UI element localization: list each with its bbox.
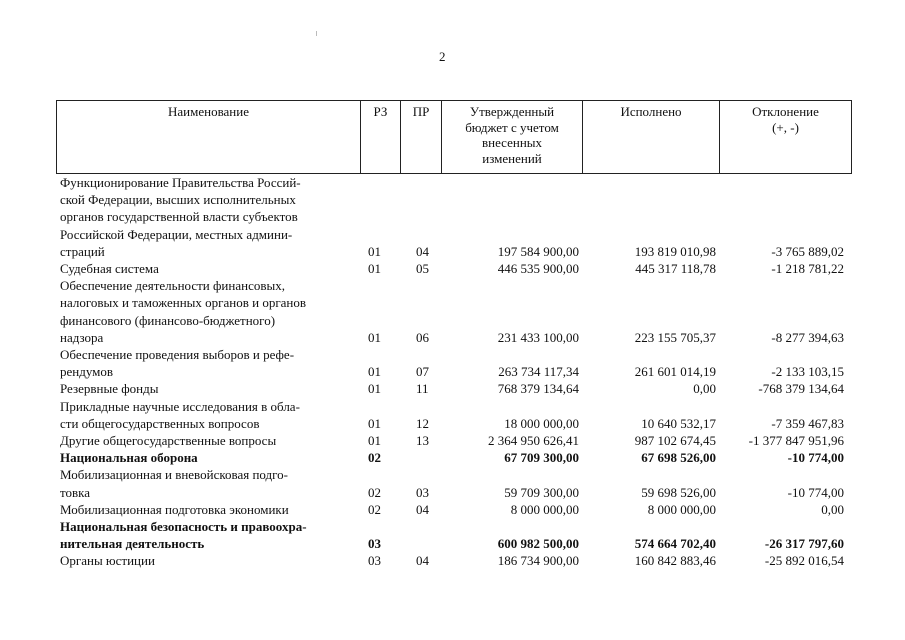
row-deviation: -7 359 467,83 bbox=[771, 415, 844, 431]
row-rz: 01 bbox=[368, 415, 381, 431]
row-name-line: Обеспечение проведения выборов и рефе- bbox=[60, 347, 295, 363]
row-deviation: -10 774,00 bbox=[787, 450, 844, 466]
row-deviation: 0,00 bbox=[821, 501, 844, 517]
row-budget: 231 433 100,00 bbox=[497, 329, 579, 345]
header-name: Наименование bbox=[168, 104, 249, 119]
header-budget bbox=[441, 101, 582, 173]
header-budget-line: внесенных bbox=[481, 135, 543, 150]
row-budget: 263 734 117,34 bbox=[498, 364, 579, 380]
row-deviation: -1 218 781,22 bbox=[771, 261, 844, 277]
table-row bbox=[60, 398, 850, 432]
table-row bbox=[60, 346, 850, 380]
table-body bbox=[60, 174, 850, 570]
row-budget: 600 982 500,00 bbox=[497, 536, 579, 552]
table-row bbox=[60, 174, 850, 260]
row-budget: 67 709 300,00 bbox=[504, 450, 579, 466]
header-budget-line: Утвержденный bbox=[469, 104, 555, 119]
row-name bbox=[60, 260, 352, 277]
header-executed: Исполнено bbox=[582, 101, 719, 173]
row-pr: 05 bbox=[416, 261, 429, 277]
row-pr: 07 bbox=[416, 364, 429, 380]
row-budget: 768 379 134,64 bbox=[497, 381, 579, 397]
row-name bbox=[60, 466, 352, 500]
row-budget: 186 734 900,00 bbox=[497, 553, 579, 569]
table-row bbox=[60, 501, 850, 518]
row-name-line: Национальная оборона bbox=[60, 450, 198, 466]
row-name bbox=[60, 398, 352, 432]
row-executed: 261 601 014,19 bbox=[634, 364, 716, 380]
page-number: 2 bbox=[439, 49, 446, 64]
row-deviation: -25 892 016,54 bbox=[764, 553, 844, 569]
row-name-line: Обеспечение деятельности финансовых, bbox=[60, 278, 285, 294]
table-row bbox=[60, 260, 850, 277]
row-rz: 01 bbox=[368, 261, 381, 277]
row-rz: 01 bbox=[368, 381, 381, 397]
row-executed: 193 819 010,98 bbox=[634, 243, 716, 259]
row-deviation: -10 774,00 bbox=[787, 484, 844, 500]
table-row bbox=[60, 552, 850, 569]
row-name bbox=[60, 174, 352, 260]
row-rz: 01 bbox=[368, 243, 381, 259]
row-name-line: финансового (финансово-бюджетного) bbox=[60, 312, 276, 328]
row-name bbox=[60, 380, 352, 397]
table-row bbox=[60, 277, 850, 346]
row-rz: 03 bbox=[368, 536, 381, 552]
row-name-line: Национальная безопасность и правоохра- bbox=[60, 519, 307, 535]
row-deviation: -2 133 103,15 bbox=[771, 364, 844, 380]
row-name-line: Российской Федерации, местных админи- bbox=[60, 226, 293, 242]
header-deviation-line: Отклонение bbox=[752, 104, 819, 119]
row-name-line: сти общегосударственных вопросов bbox=[60, 415, 260, 431]
row-name-line: Органы юстиции bbox=[60, 553, 155, 569]
row-executed: 160 842 883,46 bbox=[634, 553, 716, 569]
row-name-line: налоговых и таможенных органов и органов bbox=[60, 295, 307, 311]
row-rz: 02 bbox=[368, 450, 381, 466]
row-executed: 10 640 532,17 bbox=[641, 415, 716, 431]
row-name-line: рендумов bbox=[60, 364, 114, 380]
row-name-line: товка bbox=[60, 484, 91, 500]
row-name bbox=[60, 518, 352, 552]
row-deviation: -3 765 889,02 bbox=[771, 243, 844, 259]
header-budget-line: изменений bbox=[482, 150, 542, 166]
row-name-line: Другие общегосударственные вопросы bbox=[60, 433, 277, 449]
row-deviation: -8 277 394,63 bbox=[771, 329, 844, 345]
row-executed: 8 000 000,00 bbox=[647, 501, 716, 517]
row-rz: 01 bbox=[368, 364, 381, 380]
table-header bbox=[56, 100, 852, 174]
row-executed: 0,00 bbox=[693, 381, 716, 397]
row-deviation: -768 379 134,64 bbox=[758, 381, 844, 397]
row-rz: 02 bbox=[368, 501, 381, 517]
row-name bbox=[60, 552, 352, 569]
row-pr: 04 bbox=[416, 553, 429, 569]
row-name-line: Судебная система bbox=[60, 261, 159, 277]
table-row bbox=[60, 466, 850, 500]
row-executed: 223 155 705,37 bbox=[634, 329, 716, 345]
row-budget: 59 709 300,00 bbox=[504, 484, 579, 500]
row-budget: 446 535 900,00 bbox=[497, 261, 579, 277]
row-executed: 574 664 702,40 bbox=[634, 536, 716, 552]
row-executed: 987 102 674,45 bbox=[634, 433, 716, 449]
header-deviation bbox=[719, 101, 851, 173]
header-rz: РЗ bbox=[360, 101, 400, 173]
row-rz: 01 bbox=[368, 433, 381, 449]
row-budget: 197 584 900,00 bbox=[497, 243, 579, 259]
row-name-line: ской Федерации, высших исполнительных bbox=[60, 192, 296, 208]
row-name-line: надзора bbox=[60, 329, 104, 345]
row-name-line: органов государственной власти субъектов bbox=[60, 209, 298, 225]
row-budget: 18 000 000,00 bbox=[504, 415, 579, 431]
row-pr: 06 bbox=[416, 329, 429, 345]
row-name-line: Прикладные научные исследования в обла- bbox=[60, 398, 300, 414]
row-pr: 12 bbox=[416, 415, 429, 431]
row-name bbox=[60, 449, 352, 466]
table-row bbox=[60, 380, 850, 397]
row-name bbox=[60, 277, 352, 346]
row-pr: 04 bbox=[416, 243, 429, 259]
header-budget-line: бюджет с учетом bbox=[465, 119, 559, 135]
row-name-line: Функционирование Правительства Россий- bbox=[60, 175, 301, 190]
row-executed: 59 698 526,00 bbox=[641, 484, 716, 500]
table-row bbox=[60, 518, 850, 552]
row-pr: 11 bbox=[416, 381, 429, 397]
header-pr: ПР bbox=[400, 101, 441, 173]
scan-mark bbox=[316, 31, 317, 36]
row-name-line: нительная деятельность bbox=[60, 536, 205, 552]
row-name bbox=[60, 346, 352, 380]
row-pr: 03 bbox=[416, 484, 429, 500]
row-rz: 03 bbox=[368, 553, 381, 569]
row-name bbox=[60, 432, 352, 449]
row-budget: 2 364 950 626,41 bbox=[488, 433, 579, 449]
header-deviation-line: (+, -) bbox=[772, 119, 799, 135]
row-name bbox=[60, 501, 352, 518]
row-pr: 13 bbox=[416, 433, 429, 449]
row-name-line: Мобилизационная и вневойсковая подго- bbox=[60, 467, 288, 483]
row-name-line: Мобилизационная подготовка экономики bbox=[60, 501, 289, 517]
table-row bbox=[60, 432, 850, 449]
row-name-line: Резервные фонды bbox=[60, 381, 159, 397]
row-budget: 8 000 000,00 bbox=[510, 501, 579, 517]
row-pr: 04 bbox=[416, 501, 429, 517]
row-name-line: страций bbox=[60, 243, 105, 259]
row-deviation: -26 317 797,60 bbox=[764, 536, 844, 552]
row-deviation: -1 377 847 951,96 bbox=[748, 433, 844, 449]
row-executed: 67 698 526,00 bbox=[641, 450, 716, 466]
row-rz: 01 bbox=[368, 329, 381, 345]
row-rz: 02 bbox=[368, 484, 381, 500]
table-row bbox=[60, 449, 850, 466]
row-executed: 445 317 118,78 bbox=[635, 261, 716, 277]
